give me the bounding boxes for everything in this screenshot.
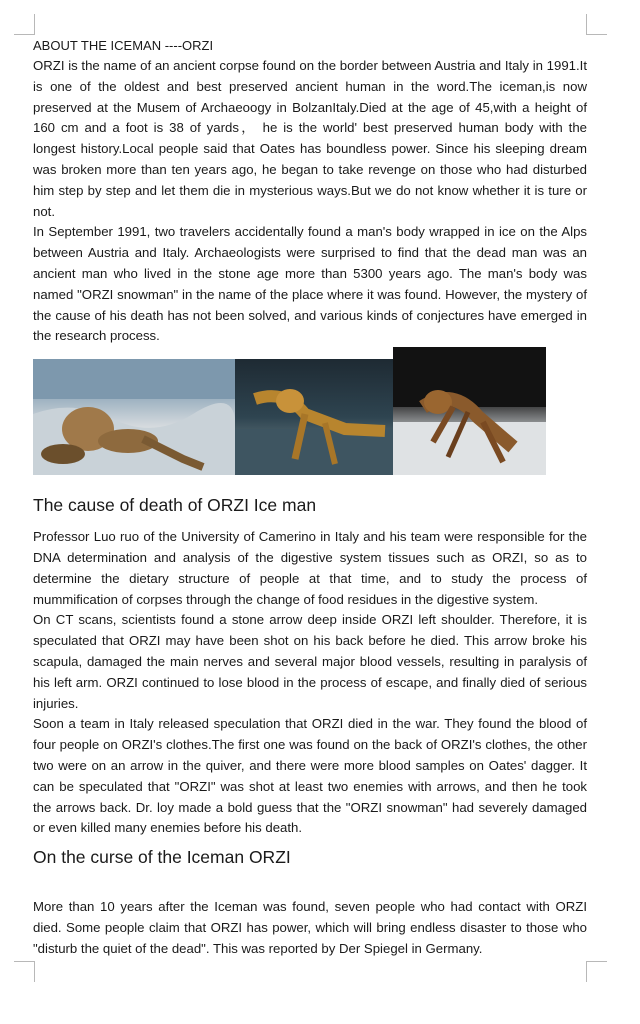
death-paragraph-2: On CT scans, scientists found a stone arrow deep inside ORZI left shoulder. Therefore, it is speculated that ORZI may have been shot on his back before he died. This arrow broke his scapula, damaged the main nerves and several major blood vessels, resulting in paralysis of his left arm. ORZI continued to lose blood in the process of escape, and finally died of serious injuries. <box>33 612 587 711</box>
iceman-mummy-dark-photo <box>235 359 393 475</box>
section-heading-cause-of-death: The cause of death of ORZI Ice man <box>33 495 317 516</box>
intro-paragraph-2: In September 1991, two travelers accidentally found a man's body wrapped in ice on the Alps between Austria and Italy. Archaeologists were surprised to find that the dead man was an ancient man who lived in the stone age more than 5300 years ago. The man's body was named "ORZI snowman" in the name of the place where it was found. However, the mystery of the cause of his death has not been solved, and various kinds of conjectures have emerged in the research process. <box>33 224 587 344</box>
death-paragraph-3: Soon a team in Italy released speculation that ORZI died in the war. They found the blood of four people on ORZI's clothes.The first one was found on the back of ORZI's clothes, the other two were on an arrow in the quiver, and there were more blood samples on Oates' dagger. It can be speculated that "ORZI" was shot at least two enemies with arrows, and then he took the arrows back. Dr. loy made a bold guess that the "ORZI snowman" had severely damaged or even killed many enemies before his death. <box>33 716 587 836</box>
page-corner-mark-top-left <box>14 14 35 35</box>
iceman-mummy-table-photo <box>393 347 546 475</box>
document-page <box>33 36 587 960</box>
page-corner-mark-top-right <box>586 14 607 35</box>
page-corner-mark-bottom-left <box>14 961 35 982</box>
curse-paragraph-1: More than 10 years after the Iceman was found, seven people who had contact with ORZI died. Some people claim that ORZI has power, which will bring endless disaster to those who "disturb the quiet of the dead". This was reported by Der Spiegel in Germany. <box>33 899 587 956</box>
document-title: ABOUT THE ICEMAN ----ORZI <box>33 38 214 53</box>
page-corner-mark-bottom-right <box>586 961 607 982</box>
intro-paragraph-1: ORZI is the name of an ancient corpse found on the border between Austria and Italy in 1991.It is one of the oldest and best preserved ancient human in the word.The iceman,is now preserved at the Musem of Archaeoogy in BolzanItaly.Died at the age of 45,with a height of 160 cm and a foot is 38 of yards， he is the world' best preserved human body with the longest history.Local people said that Oates has boundless power. Since his sleeping dream was broken more than ten years ago, he began to take revenge on those who had disturbed him step by step and let them die in mysterious ways.But we do not know whether it is ture or not. <box>33 58 587 219</box>
section-heading-curse: On the curse of the Iceman ORZI <box>33 847 291 868</box>
iceman-in-ice-photo <box>33 359 235 475</box>
photo-strip <box>33 359 587 477</box>
death-paragraph-1: Professor Luo ruo of the University of Camerino in Italy and his team were responsible for the DNA determination and analysis of the digestive system tissues such as ORZI, so as to determine the dietary structure of people at that time, and to study the process of mummification of corpses through the change of food residues in the digestive system. <box>33 529 587 607</box>
